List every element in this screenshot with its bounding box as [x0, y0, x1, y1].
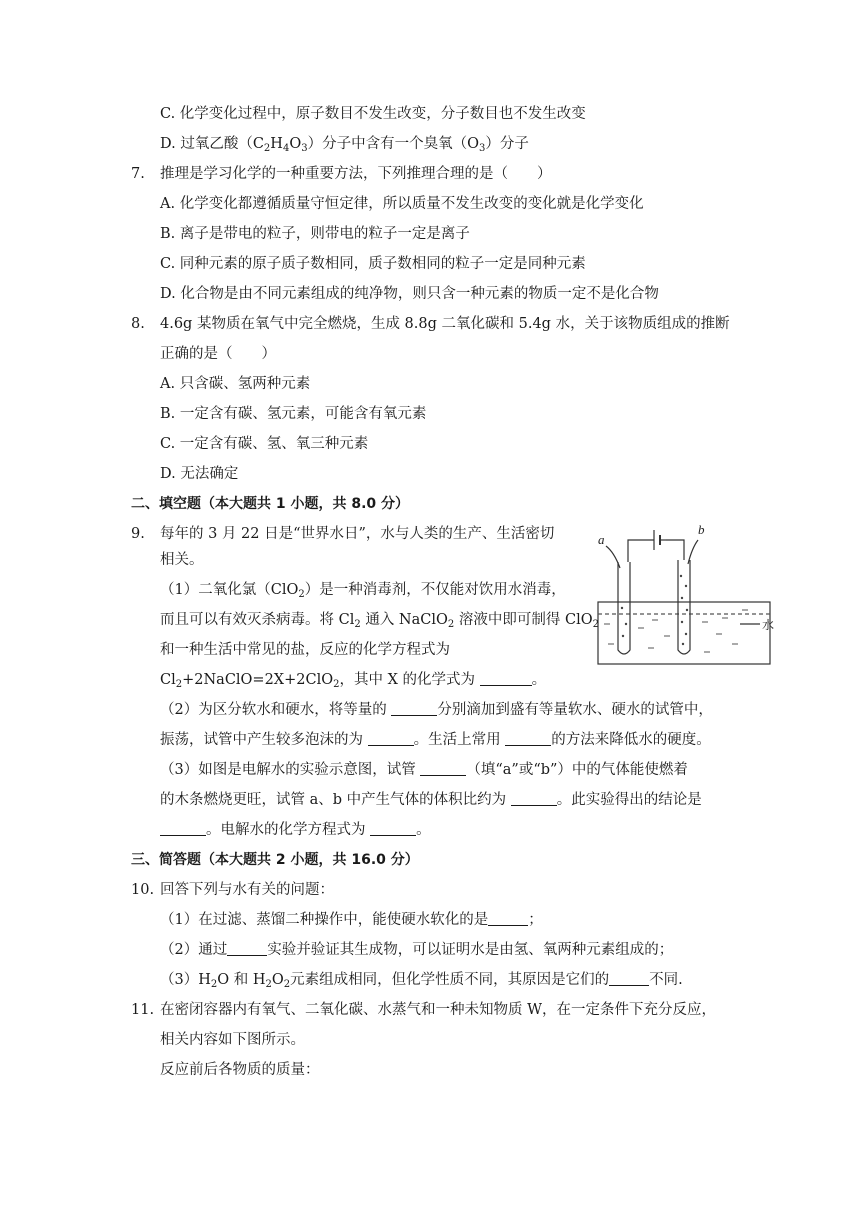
q9-line6: $Cl_2+2NaClO=2X+2ClO_2$，其中 X 的化学式为 。 — [160, 672, 547, 690]
q8-option-d: D. 无法确定 — [160, 466, 239, 482]
q9-line10: 的木条燃烧更旺，试管 a、b 中产生气体的体积比约为 。此实验得出的结论是 — [160, 792, 702, 808]
q7-option-b: B. 离子是带电的粒子，则带电的粒子一定是离子 — [160, 226, 470, 242]
q8-option-c: C. 一定含有碳、氢、氧三种元素 — [160, 436, 369, 452]
q7-option-c: C. 同种元素的原子质子数相同，质子数相同的粒子一定是同种元素 — [160, 256, 586, 272]
answer-blank[interactable] — [488, 911, 528, 926]
q9-line1: 每年的 3 月 22 日是“世界水日”，水与人类的生产、生活密切 — [160, 526, 555, 542]
q10-sub2: （2）通过 实验并验证其生成物，可以证明水是由氢、氧两种元素组成的； — [160, 942, 674, 958]
q6-option-c: C. 化学变化过程中，原子数目不发生改变，分子数目也不发生改变 — [160, 106, 586, 122]
q8-stem-line1: 4.6g 某物质在氧气中完全燃烧，生成 8.8g 二氧化碳和 5.4g 水，关于该物质组成的推断 — [160, 316, 730, 332]
q11-line1: 在密闭容器内有氧气、二氧化碳、水蒸气和一种未知物质 W，在一定条件下充分反应， — [160, 1002, 717, 1018]
answer-blank[interactable] — [511, 791, 557, 806]
answer-blank[interactable] — [227, 941, 267, 956]
q7-number: 7. — [131, 166, 145, 182]
tube-a-label: a — [598, 532, 605, 547]
water-label: 水 — [762, 618, 775, 632]
q11-line2: 相关内容如下图所示。 — [160, 1032, 305, 1048]
q8-stem-line2: 正确的是（ ） — [160, 346, 276, 362]
section-3-heading: 三、简答题（本大题共 2 小题，共 16.0 分） — [131, 852, 419, 868]
q10-sub1: （1）在过滤、蒸馏二种操作中，能使硬水软化的是 ； — [160, 912, 543, 928]
q10-number: 10. — [131, 882, 155, 898]
q10-stem: 回答下列与水有关的问题： — [160, 882, 334, 898]
section-2-heading: 二、填空题（本大题共 1 小题，共 8.0 分） — [131, 496, 410, 512]
q10-sub3: $(3)H_2O$ 和 $H_2O_2$元素组成相同，但化学性质不同，其原因是它们的 不同. — [160, 972, 683, 990]
q9-number: 9. — [131, 526, 145, 542]
answer-blank[interactable] — [368, 731, 414, 746]
q9-line11: 。电解水的化学方程式为 。 — [160, 820, 431, 840]
q7-option-a: A. 化学变化都遵循质量守恒定律，所以质量不发生改变的变化就是化学变化 — [160, 196, 644, 212]
q11-line3: 反应前后各物质的质量： — [160, 1062, 320, 1078]
q8-option-a: A. 只含碳、氢两种元素 — [160, 376, 311, 392]
answer-blank[interactable] — [609, 971, 649, 986]
answer-blank[interactable] — [391, 701, 437, 716]
q8-option-b: B. 一定含有碳、氢元素，可能含有氧元素 — [160, 406, 427, 422]
tube-b-label: b — [698, 522, 705, 537]
answer-blank[interactable] — [505, 731, 551, 746]
answer-blank[interactable] — [480, 671, 532, 686]
q9-line8: 振荡，试管中产生较多泡沫的为 。生活上常用 的方法来降低水的硬度。 — [160, 732, 711, 748]
q9-line3: （1）二氧化氯（ClO$_2$）是一种消毒剂，不仅能对饮用水消毒， — [160, 582, 566, 600]
q9-line5: 和一种生活中常见的盐，反应的化学方程式为 — [160, 642, 450, 658]
q7-option-d: D. 化合物是由不同元素组成的纯净物，则只含一种元素的物质一定不是化合物 — [160, 286, 659, 302]
answer-blank[interactable] — [370, 821, 416, 836]
q7-stem: 推理是学习化学的一种重要方法，下列推理合理的是（ ） — [160, 166, 552, 182]
q11-number: 11. — [131, 1002, 155, 1018]
q8-number: 8. — [131, 316, 145, 332]
q9-line2: 相关。 — [160, 552, 204, 568]
answer-blank[interactable] — [160, 821, 206, 836]
q9-line7: （2）为区分软水和硬水，将等量的 分别滴加到盛有等量软水、硬水的试管中， — [160, 702, 713, 718]
electrolysis-diagram — [592, 516, 790, 666]
answer-blank[interactable] — [420, 761, 466, 776]
q9-line4: 而且可以有效灭杀病毒。将 $Cl_2$ 通入 NaClO$_2$ 溶液中即可制得 ClO$_2$ — [160, 612, 599, 630]
q6-option-d: D. 过氧乙酸$(C_2H_4O_3)$分子中含有一个臭氧$(O_3)$分子 — [160, 136, 529, 154]
q9-line9: （3）如图是电解水的实验示意图，试管 （填“a”或“b”）中的气体能使燃着 — [160, 762, 688, 778]
